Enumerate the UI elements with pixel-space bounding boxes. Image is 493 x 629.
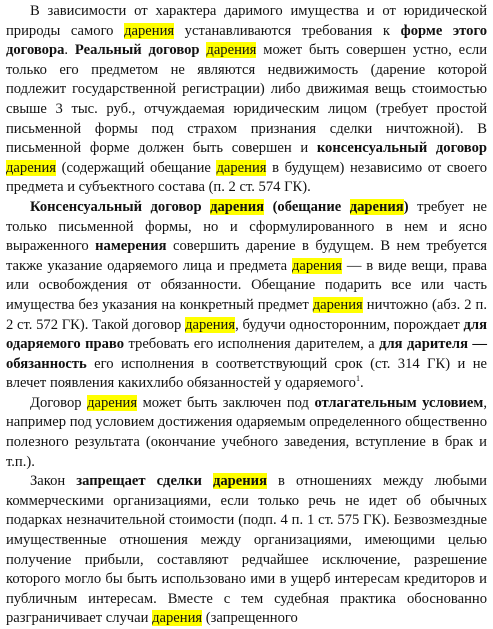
text-run: требовать его исполнения дарителем, а <box>124 336 380 353</box>
highlighted-bold-term: дарения <box>210 198 265 215</box>
bold-term: для дарителя — обязанность <box>6 336 488 372</box>
text-run: (запрещенного <box>202 610 298 627</box>
text-run: (содержащий обещание <box>56 159 217 176</box>
text-run: . <box>359 375 364 392</box>
text-run: может быть совершен устно, если только его предметом не являются недвижимость (дарение которой подлежит государственной регистрации) либо движимая вещь стоимостью свыше 3 тыс. руб., отчуждаемая юридическим лицом (требует простой письменной формы под страхом признания сделки ничтожной). В письменной форме должен быть совершен и <box>6 42 488 157</box>
bold-term: ) <box>403 198 409 215</box>
text-run: Договор <box>30 394 88 411</box>
highlighted-term: дарения <box>312 296 363 313</box>
paragraph-consensual-contract <box>6 198 487 394</box>
text-run: его исполнения в соответствующий срок (ст. 314 ГК) и не влечет появления какихлибо обязанностей у одаряемого <box>6 355 487 392</box>
text-run: в будущем) независимо от своего предмета и субъектного состава (п. 2 ст. 574 ГК). <box>6 159 487 196</box>
bold-term: запрещает сделки <box>76 473 213 490</box>
paragraph-form-requirements <box>6 2 487 198</box>
text-run: ничтожно (абз. 2 п. 2 ст. 572 ГК). Такой договор <box>6 296 488 333</box>
bold-term: форме этого договора <box>6 22 488 59</box>
text-run: . <box>64 42 75 59</box>
highlighted-term: дарения <box>152 610 203 627</box>
bold-term: консенсуальный договор <box>316 140 487 157</box>
highlighted-bold-term: дарения <box>212 473 267 490</box>
paragraph-suspensive-condition <box>6 394 487 472</box>
text-run: совершить дарение в будущем. В нем требуется также указание одаряемого лица и предмета <box>6 238 487 274</box>
highlighted-term: дарения <box>185 316 236 333</box>
bold-term: для одаряемого право <box>6 316 487 353</box>
bold-term: Консенсуальный договор <box>30 198 211 215</box>
text-run: — в виде вещи, права или освобождения от обязанности. Обещание подарить все или часть имущества без указания на конкретный предмет <box>6 257 487 313</box>
bold-term: (обещание <box>264 198 350 215</box>
bold-term: Реальный договор <box>74 42 207 59</box>
bold-term: отлагательным условием <box>314 394 484 411</box>
highlighted-term: дарения <box>87 394 138 411</box>
text-run: , будучи односторонним, порождает <box>235 316 464 333</box>
highlighted-term: дарения <box>6 159 57 176</box>
text-run: устанавливаются требования к <box>174 22 401 39</box>
text-run: Закон <box>30 473 77 490</box>
highlighted-bold-term: дарения <box>349 198 404 215</box>
text-run: , например под условием достижения одаряемым определенного общественно полезного результата (окончание учебного заведения, вступление в брак и т.п.). <box>6 394 487 470</box>
text-run: В зависимости от характера даримого имущества и от юридической природы самого <box>6 3 487 39</box>
highlighted-term: дарения <box>291 257 342 274</box>
bold-term: намерения <box>95 238 167 255</box>
paragraph-commercial-prohibition <box>6 472 487 629</box>
highlighted-term: дарения <box>206 42 257 59</box>
highlighted-term: дарения <box>124 22 175 39</box>
text-run: может быть заключен под <box>137 394 315 411</box>
footnote-marker: 1 <box>355 374 360 384</box>
text-run: в отношениях между любыми коммерческими организациями, если только речь не идет об обычных подарках незначительной стоимости (подп. 4 п. 1 ст. 575 ГК). Безвозмездные имущественные отношения между организациями, имеющими целью получение прибыли, составляют редчайшее исключение, разрешение которого могло бы быть использовано ими в ущерб интересам кредиторов и публичным интересам. Вместе с тем судебная практика обоснованно разграничивает случаи <box>6 473 487 627</box>
highlighted-term: дарения <box>216 159 267 176</box>
text-run: требует не только письменной формы, но и сформулированного в нем и ясно выраженного <box>6 198 487 255</box>
